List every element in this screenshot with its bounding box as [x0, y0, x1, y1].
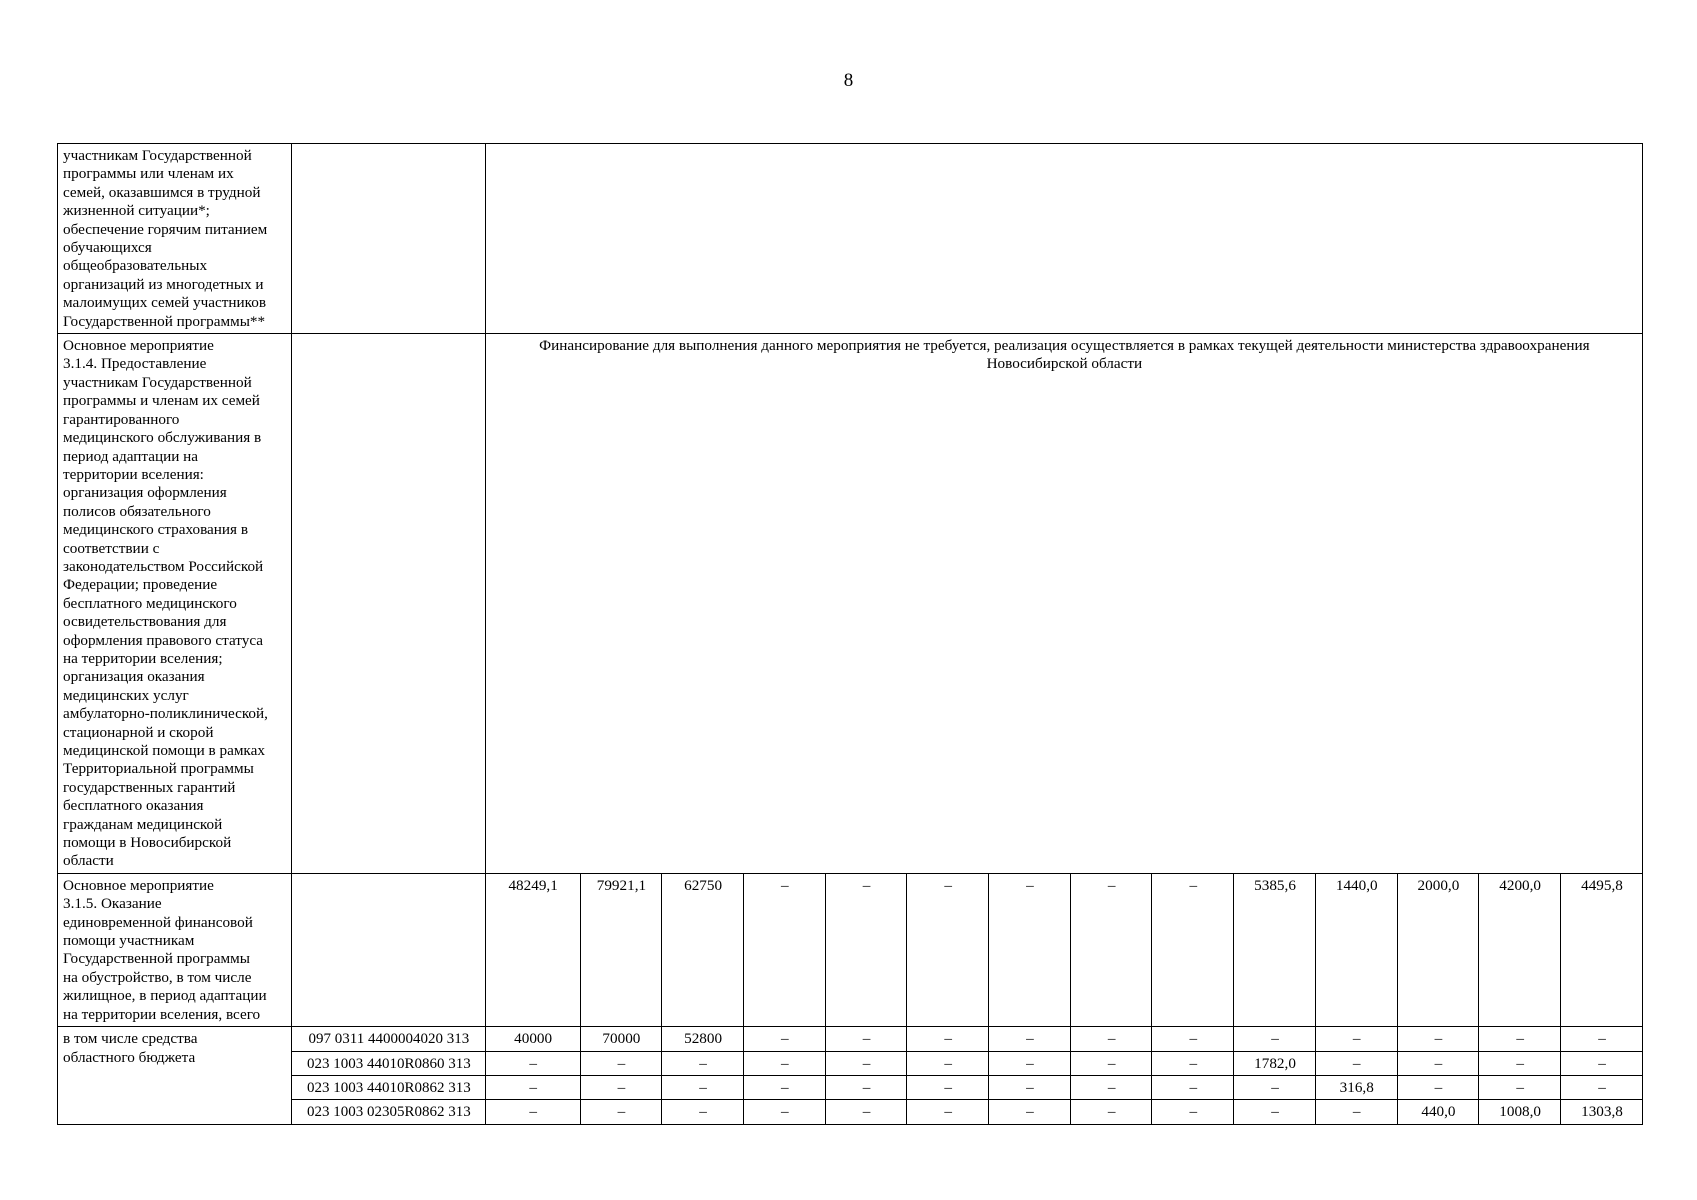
description-line: обеспечение горячим питанием — [63, 220, 268, 238]
value-cell: – — [825, 1100, 907, 1124]
value-cell: – — [743, 1027, 825, 1051]
table-row — [58, 144, 1643, 334]
value-cell: – — [1560, 1075, 1642, 1099]
value-cell: – — [1234, 1075, 1316, 1099]
value-cell: – — [1152, 1100, 1234, 1124]
description-line: амбулаторно-поликлинической, — [63, 705, 268, 723]
description-line: на территории вселения; — [63, 649, 223, 667]
value-cell: – — [825, 1051, 907, 1075]
value-cell: – — [485, 1051, 580, 1075]
description-line: стационарной и скорой — [63, 723, 214, 741]
value-cell: – — [485, 1100, 580, 1124]
value-cell: – — [743, 873, 825, 1026]
value-cell: – — [580, 1100, 662, 1124]
description-line: гарантированного — [63, 410, 180, 428]
value-cell: – — [1152, 1051, 1234, 1075]
description-line: организация оформления — [63, 484, 227, 502]
value-cell: 40000 — [485, 1027, 580, 1051]
value-cell: – — [989, 1100, 1071, 1124]
value-cell: – — [907, 873, 989, 1026]
value-cell: – — [1152, 873, 1234, 1026]
value-cell: 1303,8 — [1560, 1100, 1642, 1124]
description-line: оформления правового статуса — [63, 631, 263, 649]
page-number: 8 — [843, 70, 854, 91]
value-cell: – — [1152, 1075, 1234, 1099]
value-cell: – — [907, 1075, 989, 1099]
value-cell: – — [907, 1027, 989, 1051]
description-line: полисов обязательного — [63, 502, 211, 520]
value-cell: 5385,6 — [1234, 873, 1316, 1026]
value-cell: – — [989, 1075, 1071, 1099]
value-cell: – — [989, 1027, 1071, 1051]
value-cell: – — [1479, 1051, 1561, 1075]
description-line: Основное мероприятие — [63, 876, 214, 894]
description-line: Государственной программы** — [63, 312, 266, 330]
value-cell: – — [1315, 1051, 1397, 1075]
description-line: 3.1.4. Предоставление — [63, 355, 207, 373]
description-line: организаций из многодетных и — [63, 275, 264, 293]
value-cell: – — [485, 1075, 580, 1099]
budget-code-cell: 023 1003 44010R0860 313 — [292, 1051, 486, 1075]
value-cell: – — [743, 1051, 825, 1075]
budget-code-cell — [292, 144, 486, 334]
description-line: медицинского обслуживания в — [63, 429, 262, 447]
description-line: медицинской помощи в рамках — [63, 742, 265, 759]
value-cell: – — [1397, 1075, 1479, 1099]
value-cell: – — [1397, 1027, 1479, 1051]
value-cell: – — [1070, 1027, 1152, 1051]
value-cell: – — [1234, 1100, 1316, 1124]
description-line: бесплатного медицинского — [63, 594, 237, 612]
value-cell: 440,0 — [1397, 1100, 1479, 1124]
value-cell: 1008,0 — [1479, 1100, 1561, 1124]
value-cell: 52800 — [662, 1027, 744, 1051]
description-line: освидетельствования для — [63, 613, 227, 631]
description-line: Территориальной программы — [63, 760, 254, 778]
value-cell: – — [989, 873, 1071, 1026]
table-row — [58, 1100, 1643, 1124]
description-line: Государственной программы — [63, 950, 250, 968]
table-row — [58, 1051, 1643, 1075]
value-cell: – — [1397, 1051, 1479, 1075]
row-description — [58, 334, 292, 874]
description-line: период адаптации на — [63, 447, 199, 465]
value-cell: – — [662, 1100, 744, 1124]
value-cell: – — [1070, 1075, 1152, 1099]
description-line: в том числе средства — [63, 1030, 198, 1048]
description-line: семей, оказавшимся в трудной — [63, 183, 261, 201]
value-cell: 2000,0 — [1397, 873, 1479, 1026]
description-line: жизненной ситуации*; — [63, 202, 210, 220]
merged-values-cell — [485, 144, 1642, 334]
value-cell: – — [825, 1027, 907, 1051]
budget-code-cell — [292, 334, 486, 874]
description-line: обучающихся — [63, 239, 152, 257]
value-cell: – — [580, 1051, 662, 1075]
value-cell: – — [1560, 1051, 1642, 1075]
description-line: участникам Государственной — [63, 373, 252, 391]
budget-code-cell — [292, 873, 486, 1026]
description-line: государственных гарантий — [63, 778, 236, 796]
value-cell: 316,8 — [1315, 1075, 1397, 1099]
value-cell: – — [662, 1075, 744, 1099]
value-cell: – — [1315, 1100, 1397, 1124]
description-line: территории вселения: — [63, 465, 204, 483]
budget-code-cell: 023 1003 02305R0862 313 — [292, 1100, 486, 1124]
value-cell: – — [1234, 1027, 1316, 1051]
description-line: Основное мероприятие — [63, 337, 214, 355]
budget-code-cell: 097 0311 4400004020 313 — [292, 1027, 486, 1051]
value-cell: – — [662, 1051, 744, 1075]
description-line: помощи участникам — [63, 932, 195, 950]
row-description — [58, 873, 292, 1026]
value-cell: – — [1479, 1027, 1561, 1051]
description-line: областного бюджета — [63, 1048, 196, 1066]
value-cell: 70000 — [580, 1027, 662, 1051]
value-cell: – — [1070, 873, 1152, 1026]
value-cell: 79921,1 — [580, 873, 662, 1026]
value-cell: – — [1560, 1027, 1642, 1051]
description-line: организация оказания — [63, 668, 205, 686]
description-line: на территории вселения, всего — [63, 1005, 261, 1023]
description-line: участникам Государственной — [63, 147, 252, 164]
value-cell: 4200,0 — [1479, 873, 1561, 1026]
value-cell: – — [1152, 1027, 1234, 1051]
value-cell: 4495,8 — [1560, 873, 1642, 1026]
value-cell: – — [1315, 1027, 1397, 1051]
description-line: гражданам медицинской — [63, 815, 223, 833]
value-cell: – — [1070, 1051, 1152, 1075]
description-line: законодательством Российской — [63, 557, 264, 575]
description-line: малоимущих семей участников — [63, 294, 267, 312]
value-cell: 48249,1 — [485, 873, 580, 1026]
value-cell: – — [580, 1075, 662, 1099]
description-line: общеобразовательных — [63, 257, 208, 275]
description-line: единовременной финансовой — [63, 913, 253, 931]
description-line: области — [63, 852, 114, 870]
value-cell: – — [825, 873, 907, 1026]
value-cell: 62750 — [662, 873, 744, 1026]
value-cell: 1782,0 — [1234, 1051, 1316, 1075]
table-row — [58, 873, 1643, 1026]
description-line: медицинского страхования в — [63, 521, 248, 539]
description-line: медицинских услуг — [63, 686, 189, 704]
program-table — [57, 143, 1643, 1125]
value-cell: – — [907, 1100, 989, 1124]
description-line: Федерации; проведение — [63, 576, 218, 594]
description-line: жилищное, в период адаптации — [63, 987, 267, 1005]
description-line: программы или членам их — [63, 165, 234, 183]
value-cell: – — [743, 1100, 825, 1124]
row-description — [58, 144, 292, 334]
description-line: соответствии с — [63, 539, 160, 557]
description-line: на обустройство, в том числе — [63, 968, 252, 986]
value-cell: – — [825, 1075, 907, 1099]
value-cell: – — [743, 1075, 825, 1099]
value-cell: 1440,0 — [1315, 873, 1397, 1026]
value-cell: – — [1479, 1075, 1561, 1099]
row-description — [58, 1027, 292, 1125]
table-row — [58, 1075, 1643, 1099]
financing-note: Финансирование для выполнения данного мероприятия не требуется, реализация осуществляется в рамках текущей деятельности министерства здравоохранения Новосибирской области — [485, 334, 1642, 874]
table-row — [58, 334, 1643, 874]
budget-code-cell: 023 1003 44010R0862 313 — [292, 1075, 486, 1099]
description-line: 3.1.5. Оказание — [63, 895, 162, 913]
description-line: помощи в Новосибирской — [63, 834, 232, 852]
value-cell: – — [989, 1051, 1071, 1075]
description-line: программы и членам их семей — [63, 392, 260, 410]
value-cell: – — [907, 1051, 989, 1075]
description-line: бесплатного оказания — [63, 797, 204, 815]
table-row — [58, 1027, 1643, 1051]
value-cell: – — [1070, 1100, 1152, 1124]
